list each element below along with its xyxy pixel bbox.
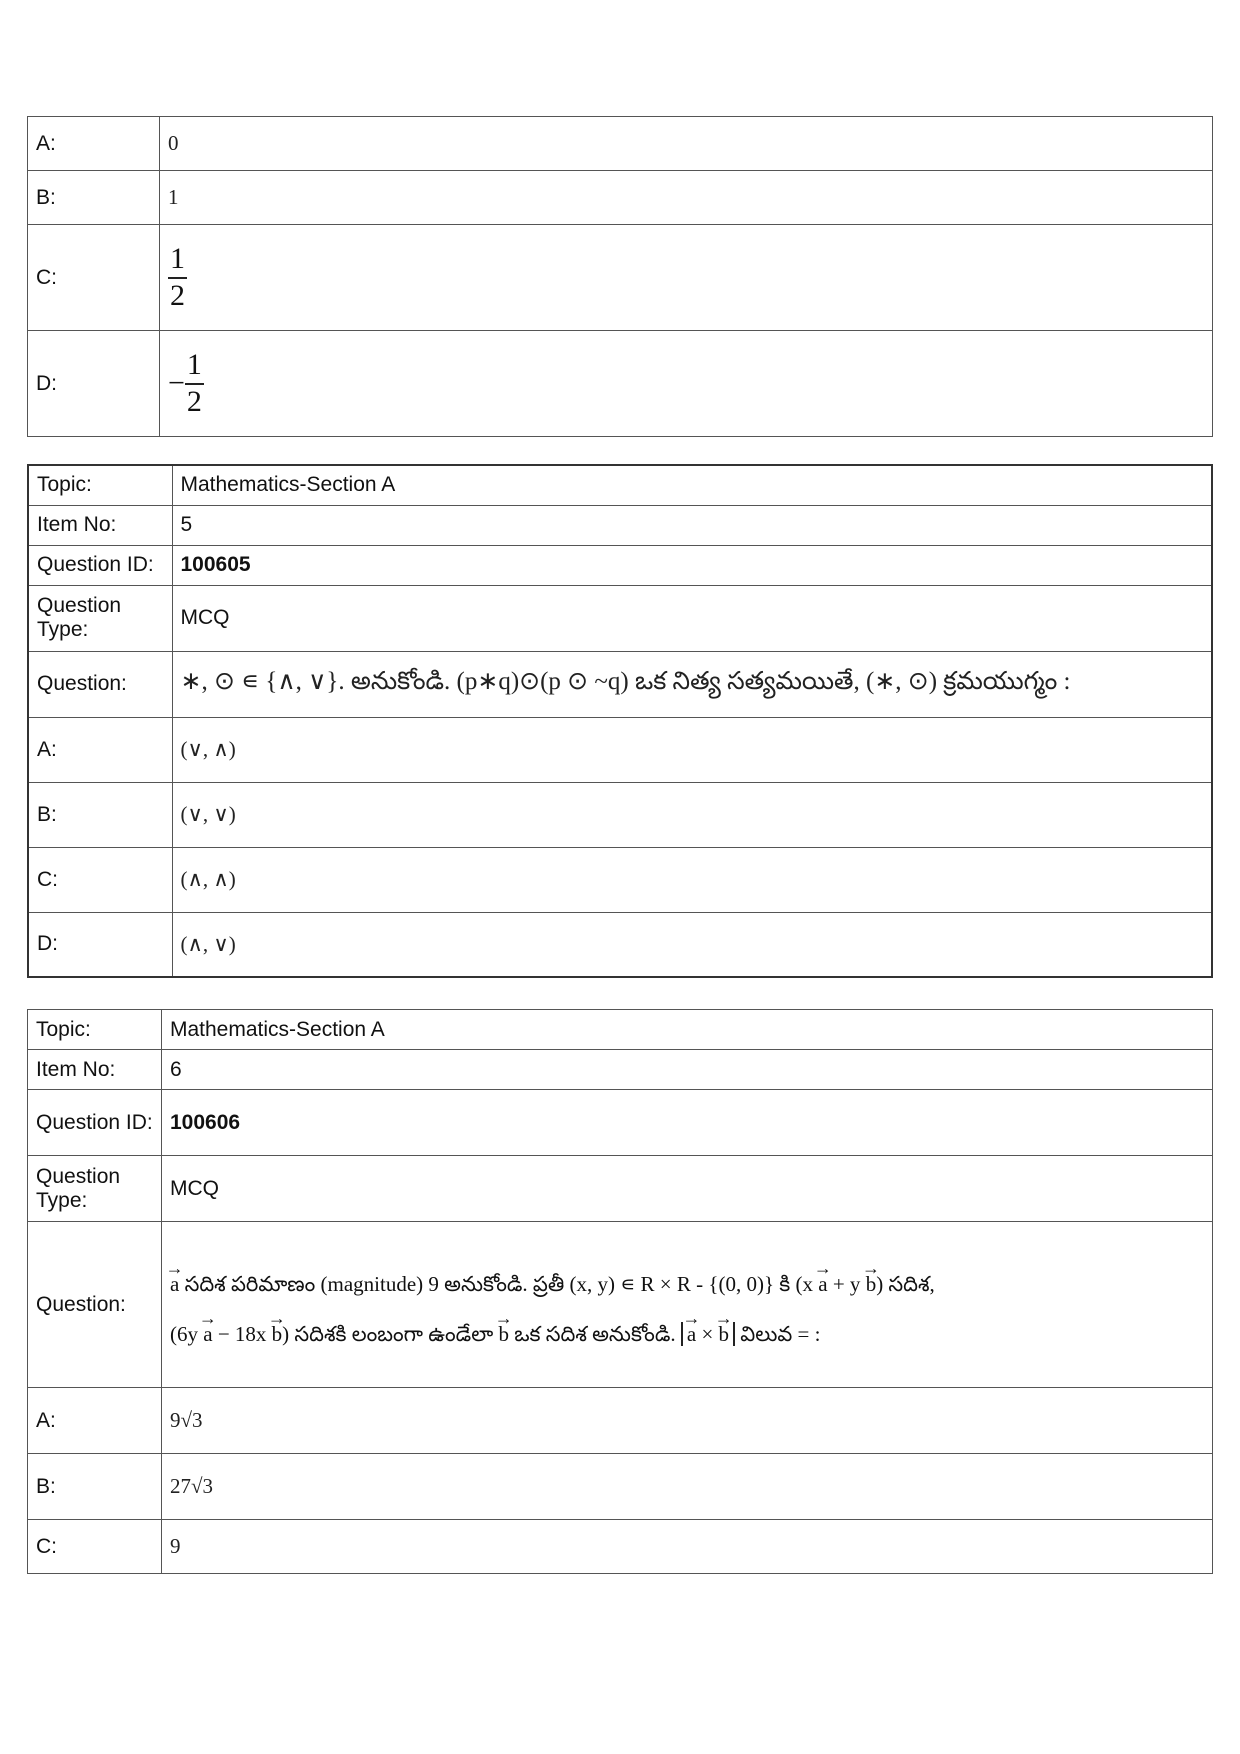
vector-b: → b xyxy=(498,1311,509,1348)
option-value: 9√3 xyxy=(162,1388,1213,1454)
question-type-value: MCQ xyxy=(172,585,1212,651)
question-row xyxy=(28,651,1212,717)
option-row xyxy=(28,171,1213,225)
option-label: D: xyxy=(28,331,160,437)
option-value: 9 xyxy=(162,1520,1213,1574)
minus-sign: − xyxy=(168,366,185,400)
option-label: C: xyxy=(28,1520,162,1574)
question-type-row xyxy=(28,1156,1213,1222)
option-row xyxy=(28,1388,1213,1454)
option-row xyxy=(28,912,1212,977)
question-id-row xyxy=(28,545,1212,585)
question-id-value: 100605 xyxy=(172,545,1212,585)
option-label: A: xyxy=(28,117,160,171)
option-row xyxy=(28,117,1213,171)
option-label: B: xyxy=(28,782,172,847)
option-value: 0 xyxy=(160,117,1213,171)
item-row xyxy=(28,1050,1213,1090)
options-table-prev xyxy=(27,116,1213,437)
option-row xyxy=(28,331,1213,437)
topic-label: Topic: xyxy=(28,1010,162,1050)
vector-a: → a xyxy=(170,1261,179,1298)
topic-row xyxy=(28,465,1212,505)
question-label: Question: xyxy=(28,651,172,717)
option-value xyxy=(160,225,1213,331)
question-table-6 xyxy=(27,1009,1213,1574)
question-id-row xyxy=(28,1090,1213,1156)
option-value: (∧, ∨) xyxy=(172,912,1212,977)
item-row xyxy=(28,505,1212,545)
option-value xyxy=(160,331,1213,437)
option-value: 27√3 xyxy=(162,1454,1213,1520)
option-value: (∧, ∧) xyxy=(172,847,1212,912)
topic-value: Mathematics-Section A xyxy=(172,465,1212,505)
vector-a: → a xyxy=(818,1261,827,1298)
topic-label: Topic: xyxy=(28,465,172,505)
fraction: $\frac{1}{2}$ xyxy=(186,348,202,418)
question-text: ∗, ⊙ ∊ {∧, ∨}. అనుకోండి. (p∗q)⊙(p ⊙ ~q) ఒక నిత్య సత్యమయితే, (∗, ⊙) క్రమయుగ్మం : xyxy=(172,651,1212,717)
vector-a: → a xyxy=(203,1311,212,1348)
question-id-label: Question ID: xyxy=(28,545,172,585)
option-label: D: xyxy=(28,912,172,977)
question-line-1: → a సదిశ పరిమాణం (magnitude) 9 అనుకోండి. ప్రతీ (x, y) ∊ R × R - {(0, 0)} కి (x → a + y → b) సదిశ, xyxy=(170,1255,1204,1304)
option-row xyxy=(28,847,1212,912)
question-table-5 xyxy=(27,464,1213,978)
question-type-value: MCQ xyxy=(162,1156,1213,1222)
vector-b: → b xyxy=(866,1261,877,1298)
question-type-label: Question Type: xyxy=(28,585,172,651)
question-label: Question: xyxy=(28,1222,162,1388)
option-label: C: xyxy=(28,847,172,912)
option-label: B: xyxy=(28,171,160,225)
vector-b: → b xyxy=(719,1311,730,1348)
option-label: C: xyxy=(28,225,160,331)
vector-b: → b xyxy=(272,1311,283,1348)
vector-a: → a xyxy=(687,1311,696,1348)
question-row xyxy=(28,1222,1213,1388)
question-type-label: Question Type: xyxy=(28,1156,162,1222)
question-id-label: Question ID: xyxy=(28,1090,162,1156)
item-value: 5 xyxy=(172,505,1212,545)
question-type-row xyxy=(28,585,1212,651)
option-value: (∨, ∨) xyxy=(172,782,1212,847)
option-row xyxy=(28,1520,1213,1574)
question-text xyxy=(162,1222,1213,1388)
option-label: A: xyxy=(28,717,172,782)
option-value: (∨, ∧) xyxy=(172,717,1212,782)
fraction: $\frac{1}{2}$ xyxy=(170,242,185,312)
option-row xyxy=(28,717,1212,782)
option-label: A: xyxy=(28,1388,162,1454)
option-row xyxy=(28,225,1213,331)
item-label: Item No: xyxy=(28,1050,162,1090)
item-label: Item No: xyxy=(28,505,172,545)
cross-product-magnitude: → a × → b xyxy=(681,1322,735,1346)
question-id-value: 100606 xyxy=(162,1090,1213,1156)
option-row xyxy=(28,782,1212,847)
question-line-2: (6y → a − 18x → b) సదిశకి లంబంగా ఉండేలా → b ఒక సదిశ అనుకోండి. → a × → b విలువ = : xyxy=(170,1305,1204,1354)
option-label: B: xyxy=(28,1454,162,1520)
option-value: 1 xyxy=(160,171,1213,225)
topic-value: Mathematics-Section A xyxy=(162,1010,1213,1050)
option-row xyxy=(28,1454,1213,1520)
topic-row xyxy=(28,1010,1213,1050)
item-value: 6 xyxy=(162,1050,1213,1090)
